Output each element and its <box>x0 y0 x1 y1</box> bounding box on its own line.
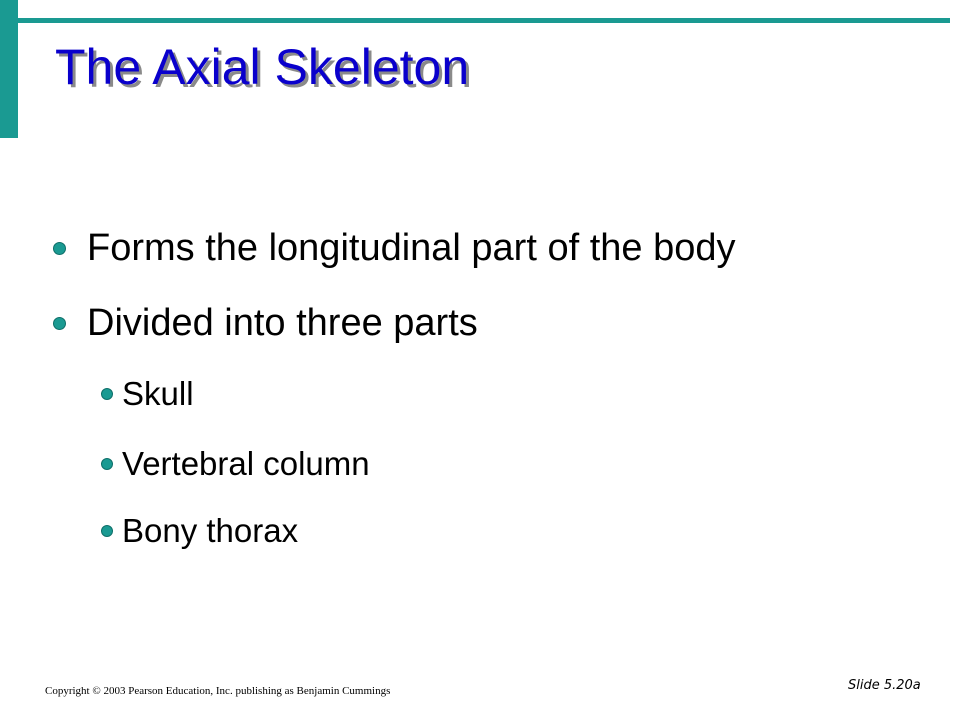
slide-number: Slide 5.20a <box>848 678 921 693</box>
sub-bullet-item <box>101 444 370 484</box>
sub-bullet-text: Bony thorax <box>122 512 299 549</box>
sub-bullet-text: Vertebral column <box>122 445 370 482</box>
bullet-dot-icon <box>53 242 66 255</box>
bullet-text: Divided into three parts <box>87 301 478 344</box>
slide-title: The Axial Skeleton <box>55 39 470 95</box>
bullet-dot-icon <box>101 458 113 470</box>
footer-copyright: Copyright © 2003 Pearson Education, Inc. publishing as Benjamin Cummings <box>45 685 391 697</box>
bullet-dot-icon <box>53 317 66 330</box>
bullet-item <box>53 225 736 271</box>
sub-bullet-item <box>101 511 298 551</box>
bullet-text: Forms the longitudinal part of the body <box>87 226 736 269</box>
bullet-dot-icon <box>101 388 113 400</box>
bullet-dot-icon <box>101 525 113 537</box>
sub-bullet-text: Skull <box>122 375 194 412</box>
accent-bar-horizontal <box>18 18 950 23</box>
accent-bar-vertical <box>0 0 18 138</box>
sub-bullet-item <box>101 374 194 414</box>
bullet-item <box>53 300 478 346</box>
